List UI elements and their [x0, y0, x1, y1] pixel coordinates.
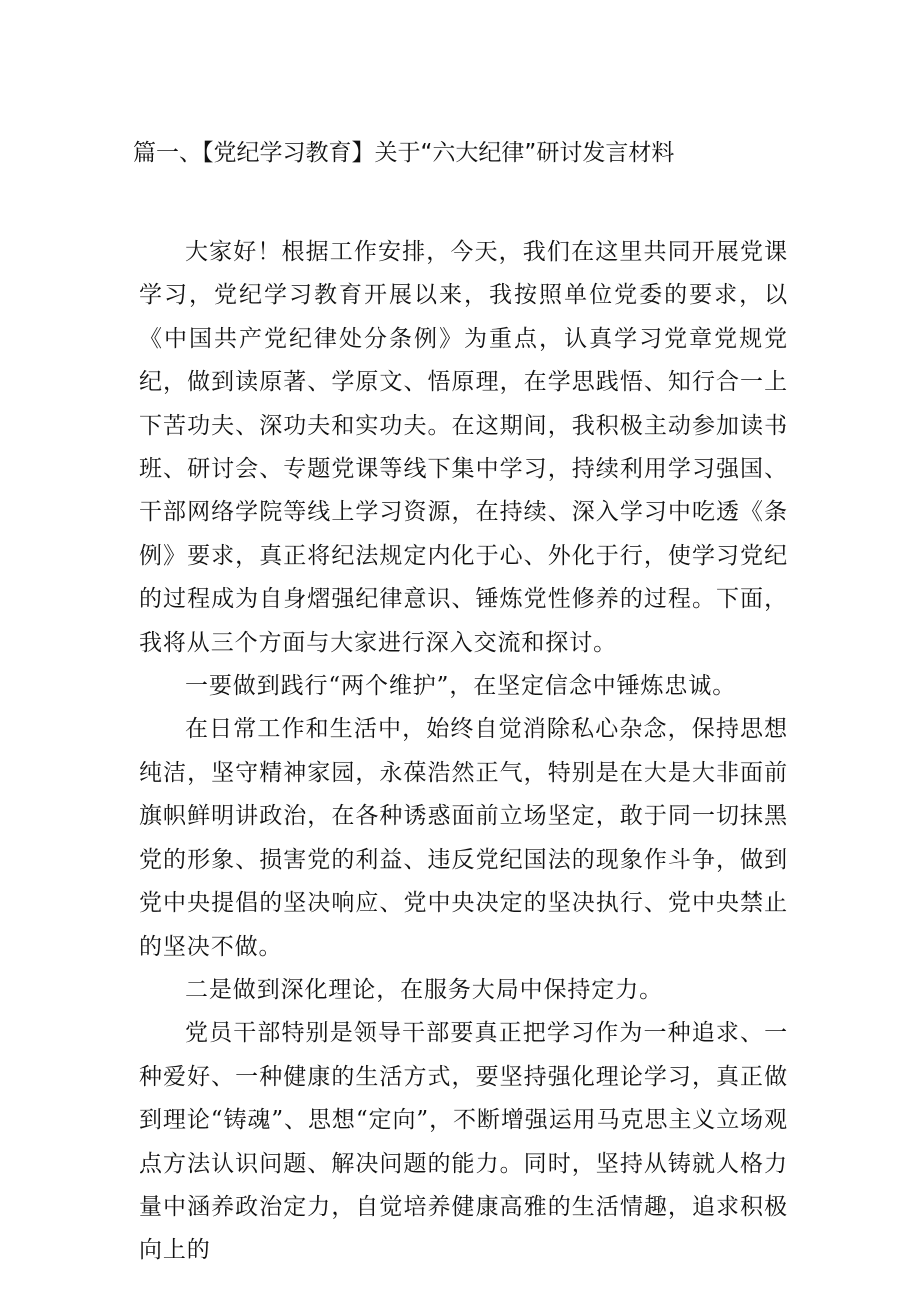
paragraph-body-2: 党员干部特别是领导干部要真正把学习作为一种追求、一种爱好、一种健康的生活方式，要坚持强化理论学习，真正做到理论“铸魂”、思想“定向”，不断增强运用马克思主义立场观点方法认识问题、解决问题的能力。同时，坚持从铸就人格力量中涵养政治定力，自觉培养健康高雅的生活情趣，追求积极向上的	[139, 1020, 788, 1264]
document-title: 篇一、【党纪学习教育】关于“六大纪律”研讨发言材料	[133, 140, 675, 166]
document-body	[139, 231, 788, 1273]
paragraph-heading-1: 一要做到践行“两个维护”，在坚定信念中锤炼忠诚。	[185, 673, 737, 700]
paragraph-intro: 大家好！根据工作安排，今天，我们在这里共同开展党课学习，党纪学习教育开展以来，我按照单位党委的要求，以《中国共产党纪律处分条例》为重点，认真学习党章党规党纪，做到读原著、学原文、悟原理，在学思践悟、知行合一上下苦功夫、深功夫和实功夫。在这期间，我积极主动参加读书班、研讨会、专题党课等线下集中学习，持续利用学习强国、干部网络学院等线上学习资源，在持续、深入学习中吃透《条例》要求，真正将纪法规定内化于心、外化于行，使学习党纪的过程成为自身熠强纪律意识、锤炼党性修养的过程。下面，我将从三个方面与大家进行深入交流和探讨。	[139, 239, 788, 656]
paragraph-heading-2: 二是做到深化理论，在服务大局中保持定力。	[185, 976, 663, 1003]
paragraph-body-1: 在日常工作和生活中，始终自觉消除私心杂念，保持思想纯洁，坚守精神家园，永葆浩然正气，特别是在大是大非面前旗帜鲜明讲政治，在各种诱惑面前立场坚定，敢于同一切抹黑党的形象、损害党的利益、违反党纪国法的现象作斗争，做到党中央提倡的坚决响应、党中央决定的坚决执行、党中央禁止的坚决不做。	[139, 716, 788, 960]
